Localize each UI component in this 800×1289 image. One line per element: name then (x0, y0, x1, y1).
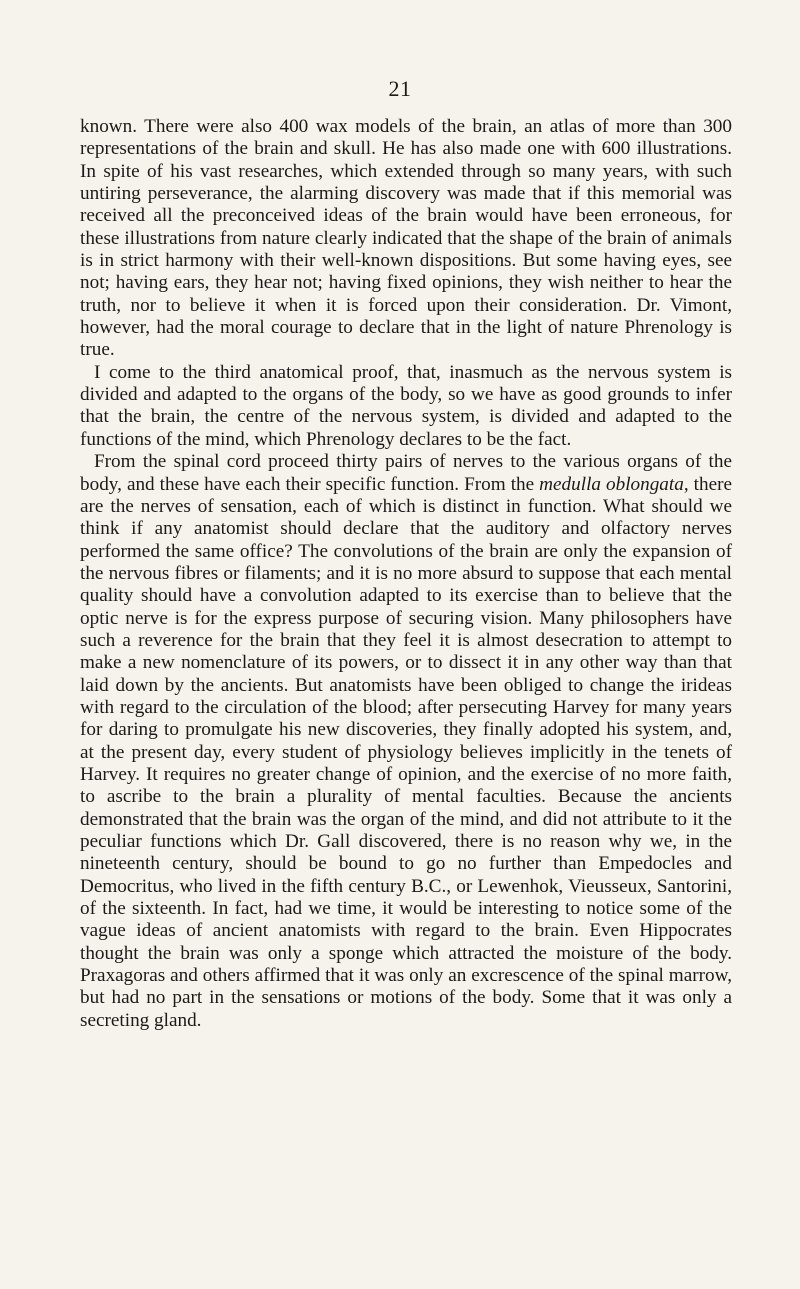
paragraph-3-rest: , there are the nerves of sensation, each of which is distinct in function. What should we think if any anatomist should declare that the auditory and olfactory nerves performed the same office? The convolutions of the brain are only the expansion of the nervous fibres or filaments; and it is no more absurd to suppose that each mental quality should have a convolution adapted to its exercise than to believe that the optic nerve is for the express purpose of securing vision. Many philosophers have such a reverence for the brain that they feel it is almost desecration to attempt to make a new nomenclature of its powers, or to dissect it in any other way than that laid down by the ancients. But anatomists have been obliged to change the irideas with regard to the circulation of the blood; after persecuting Harvey for many years for daring to promulgate his new discoveries, they finally adopted his system, and, at the present day, every student of physiology believes implicitly in the tenets of Harvey. It requires no greater change of opinion, and the exercise of no more faith, to ascribe to the brain a plurality of mental faculties. Because the ancients demonstrated that the brain was the organ of the mind, and did not attribute to it the peculiar functions which Dr. Gall discovered, there is no reason why we, in the nineteenth century, should be bound to go no further than Empedocles and Democritus, who lived in the fifth century B.C., or Lewenhok, Vieusseux, Santorini, of the sixteenth. In fact, had we time, it would be interesting to notice some of the vague ideas of ancient anatomists with regard to the brain. Even Hippocrates thought the brain was only a sponge which attracted the moisture of the body. Praxagoras and others affirmed that it was only an excrescence of the spinal marrow, but had no part in the sensations or motions of the body. Some that it was only a secreting gland. (80, 473, 732, 1031)
page-number: 21 (388, 76, 412, 101)
paragraph-3-latin-term: medulla oblongata (539, 473, 684, 495)
paragraph-3 (80, 451, 732, 1032)
paragraph-1: known. There were also 400 wax models of the brain, an atlas of more than 300 representations of the brain and skull. He has also made one with 600 illustrations. In spite of his vast researches, which extended through so many years, with such untiring perseverance, the alarming discovery was made that if this memorial was received all the preconceived ideas of the brain would have been erroneous, for these illustrations from nature clearly indicated that the shape of the brain of animals is in strict harmony with their well-known dispositions. But some having eyes, see not; having ears, they hear not; having fixed opinions, they wish neither to hear the truth, nor to believe it when it is forced upon their consideration. Dr. Vimont, however, had the moral courage to declare that in the light of nature Phrenology is true. (80, 116, 732, 361)
paragraph-3-start: From the spinal cord proceed thirty pairs of nerves to the various organs of the body, and these have each their specific function. From the (80, 451, 732, 495)
paragraph-2: I come to the third anatomical proof, that, inasmuch as the nervous system is divided and adapted to the organs of the body, so we have as good grounds to infer that the brain, the centre of the nervous system, is divided and adapted to the functions of the mind, which Phrenology declares to be the fact. (80, 361, 732, 450)
body-text (80, 116, 732, 1032)
